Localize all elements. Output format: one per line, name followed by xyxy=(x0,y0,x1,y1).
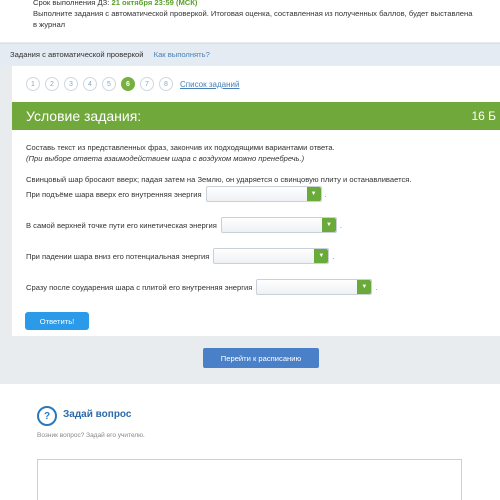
answer-dropdown-3[interactable] xyxy=(213,248,329,264)
deadline-line xyxy=(33,0,500,8)
question-row-3 xyxy=(26,247,500,265)
how-to-link[interactable]: Как выполнять? xyxy=(153,50,210,59)
page-8[interactable]: 8 xyxy=(159,77,173,91)
go-to-schedule-button[interactable]: Перейти к расписанию xyxy=(203,348,319,368)
page-6-active[interactable]: 6 xyxy=(121,77,135,91)
task-card xyxy=(12,66,500,336)
question-text-1: При подъёме шара вверх его внутренняя энергия xyxy=(26,189,202,199)
task-pager xyxy=(12,66,500,102)
question-textarea[interactable] xyxy=(37,459,462,500)
answer-dropdown-2[interactable] xyxy=(221,217,337,233)
task-list-link[interactable]: Список заданий xyxy=(180,79,240,89)
period-mark: . xyxy=(324,189,327,199)
page-2[interactable]: 2 xyxy=(45,77,59,91)
question-row-4 xyxy=(26,278,500,296)
condition-header xyxy=(12,102,500,130)
task-story: Свинцовый шар бросают вверх; падая затем на Землю, он ударяется о свинцовую плиту и останавливается. xyxy=(26,175,412,184)
deadline-value: 21 октября 23:59 (МСК) xyxy=(111,0,198,7)
ask-question-card xyxy=(0,384,500,500)
page-7[interactable]: 7 xyxy=(140,77,154,91)
info-text-line2: в журнал xyxy=(33,20,66,29)
info-text-line1: Выполните задания с автоматической проверкой. Итоговая оценка, составленная из полученных баллов, будет выставлена xyxy=(33,9,473,18)
ask-question-title: Задай вопрос xyxy=(63,409,132,420)
chevron-down-icon: ▼ xyxy=(314,249,328,263)
auto-check-bar xyxy=(0,43,500,65)
question-text-3: При падении шара вниз его потенциальная энергия xyxy=(26,251,210,261)
ask-question-subtitle: Возник вопрос? Задай его учителю. xyxy=(37,432,145,439)
chevron-down-icon: ▼ xyxy=(307,187,321,201)
chevron-down-icon: ▼ xyxy=(357,280,371,294)
condition-title: Условие задания: xyxy=(26,108,142,124)
period-mark: . xyxy=(339,220,343,230)
answer-dropdown-1[interactable] xyxy=(206,186,322,202)
answer-dropdown-4[interactable] xyxy=(256,279,372,295)
deadline-label: Срок выполнения ДЗ: xyxy=(33,0,110,7)
submit-answer-button[interactable]: Ответить! xyxy=(25,312,89,330)
page-3[interactable]: 3 xyxy=(64,77,78,91)
question-row-1 xyxy=(26,185,500,203)
auto-check-label: Задания с автоматической проверкой xyxy=(10,50,144,59)
task-note: (При выборе ответа взаимодействием шара с воздухом можно пренебречь.) xyxy=(26,154,305,163)
page-5[interactable]: 5 xyxy=(102,77,116,91)
page-4[interactable]: 4 xyxy=(83,77,97,91)
condition-body xyxy=(12,130,500,296)
task-info-header xyxy=(0,0,500,42)
question-text-4: Сразу после соударения шара с плитой его внутренняя энергия xyxy=(26,282,253,292)
task-intro: Составь текст из представленных фраз, закончив их подходящими вариантами ответа. xyxy=(26,143,335,152)
question-mark-icon: ? xyxy=(37,406,57,426)
question-row-2 xyxy=(26,216,500,234)
chevron-down-icon: ▼ xyxy=(322,218,336,232)
points-badge: 16 Б xyxy=(471,109,496,123)
page-1[interactable]: 1 xyxy=(26,77,40,91)
period-mark: . xyxy=(375,282,378,292)
period-mark: . xyxy=(332,251,335,261)
question-text-2: В самой верхней точке пути его кинетическая энергия xyxy=(26,220,217,230)
